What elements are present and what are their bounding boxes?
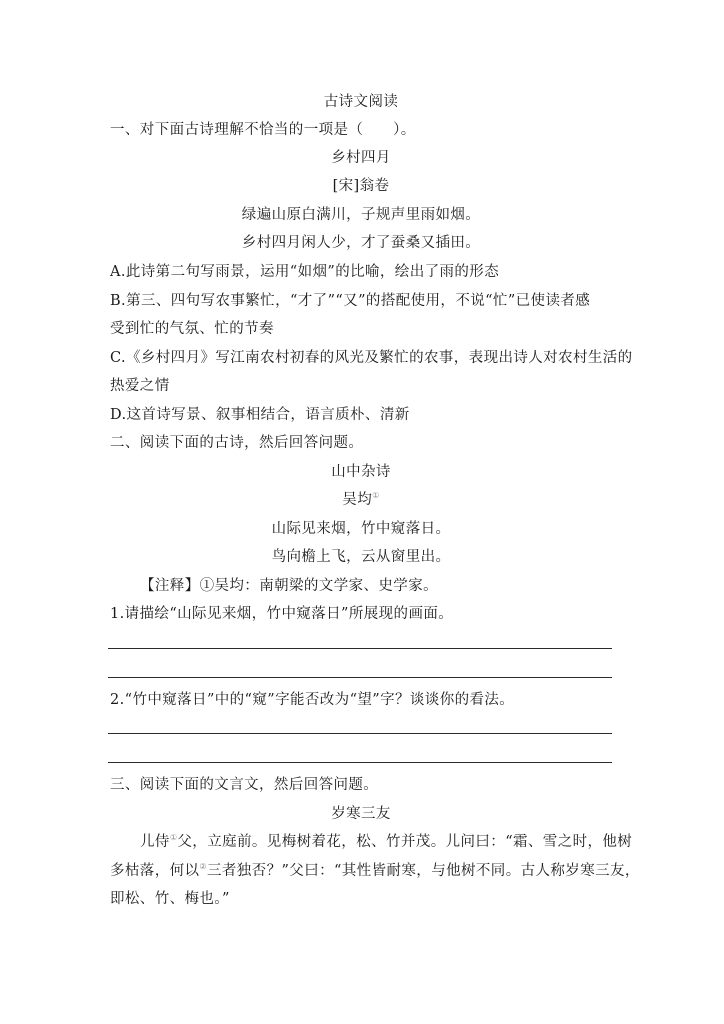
poem2-title: 山中杂诗 bbox=[331, 464, 391, 480]
option-c-line-2: 热爱之情 bbox=[110, 378, 170, 394]
poem2-annotation: 【注释】①吴均：南朝梁的文学家、史学家。 bbox=[140, 578, 438, 594]
option-d: D.这首诗写景、叙事相结合，语言质朴、清新 bbox=[110, 407, 410, 423]
poem2-author bbox=[110, 490, 612, 510]
text-segment: 父，立庭前。见梅树着花，松、竹并茂。儿问曰：“霜、雪之时，他树 bbox=[177, 834, 633, 850]
question-1: 1.请描绘“山际见来烟，竹中窥落日”所展现的画面。 bbox=[110, 606, 454, 622]
text3-line-3: 即松、竹、梅也。” bbox=[110, 891, 230, 907]
poem1-line-1: 绿遍山原白满川，子规声里雨如烟。 bbox=[241, 207, 481, 223]
document-title: 古诗文阅读 bbox=[323, 94, 399, 110]
question-2: 2.“竹中窥落日”中的“窥”字能否改为“望”字？谈谈你的看法。 bbox=[110, 692, 515, 708]
poem2-line-1: 山际见来烟，竹中窥落日。 bbox=[271, 521, 451, 537]
option-a: A.此诗第二句写雨景，运用“如烟”的比喻，绘出了雨的形态 bbox=[110, 264, 500, 280]
footnote-mark: ② bbox=[199, 862, 207, 872]
footnote-mark: ① bbox=[372, 491, 380, 501]
option-b-line-1: B.第三、四句写农事繁忙，“才了”“又”的搭配使用，不说“忙”已使读者感 bbox=[110, 293, 591, 309]
poem2-line-2: 鸟向檐上飞，云从窗里出。 bbox=[271, 549, 451, 565]
poem2-author-name: 吴均 bbox=[342, 492, 373, 508]
text-segment: 三者独否？”父曰：“其性皆耐寒，与他树不同。古人称岁寒三友， bbox=[206, 863, 640, 879]
text3-title: 岁寒三友 bbox=[331, 806, 391, 822]
text3-line-2 bbox=[110, 861, 640, 881]
footnote-mark: ① bbox=[169, 833, 178, 843]
section2-instruction: 二、阅读下面的古诗，然后回答问题。 bbox=[110, 435, 364, 451]
section3-instruction: 三、阅读下面的文言文，然后回答问题。 bbox=[110, 777, 379, 793]
text3-line-1 bbox=[110, 832, 633, 852]
poem1-line-2: 乡村四月闲人少，才了蚕桑又插田。 bbox=[241, 235, 481, 251]
option-b-line-2: 受到忙的气氛、忙的节奏 bbox=[110, 321, 274, 337]
text-segment: 多枯落，何以 bbox=[110, 863, 200, 879]
answer-line-1a[interactable] bbox=[108, 648, 612, 649]
answer-line-2a[interactable] bbox=[108, 733, 612, 734]
poem1-title: 乡村四月 bbox=[331, 150, 391, 166]
option-c-line-1: C.《乡村四月》写江南农村初春的风光及繁忙的农事，表现出诗人对农村生活的 bbox=[110, 350, 633, 366]
section1-question: 一、对下面古诗理解不恰当的一项是（ ）。 bbox=[110, 122, 416, 138]
poem1-author: [宋]翁卷 bbox=[332, 178, 390, 194]
text-segment: 儿侍 bbox=[140, 834, 170, 850]
answer-line-2b[interactable] bbox=[108, 762, 612, 763]
answer-line-1b[interactable] bbox=[108, 677, 612, 678]
